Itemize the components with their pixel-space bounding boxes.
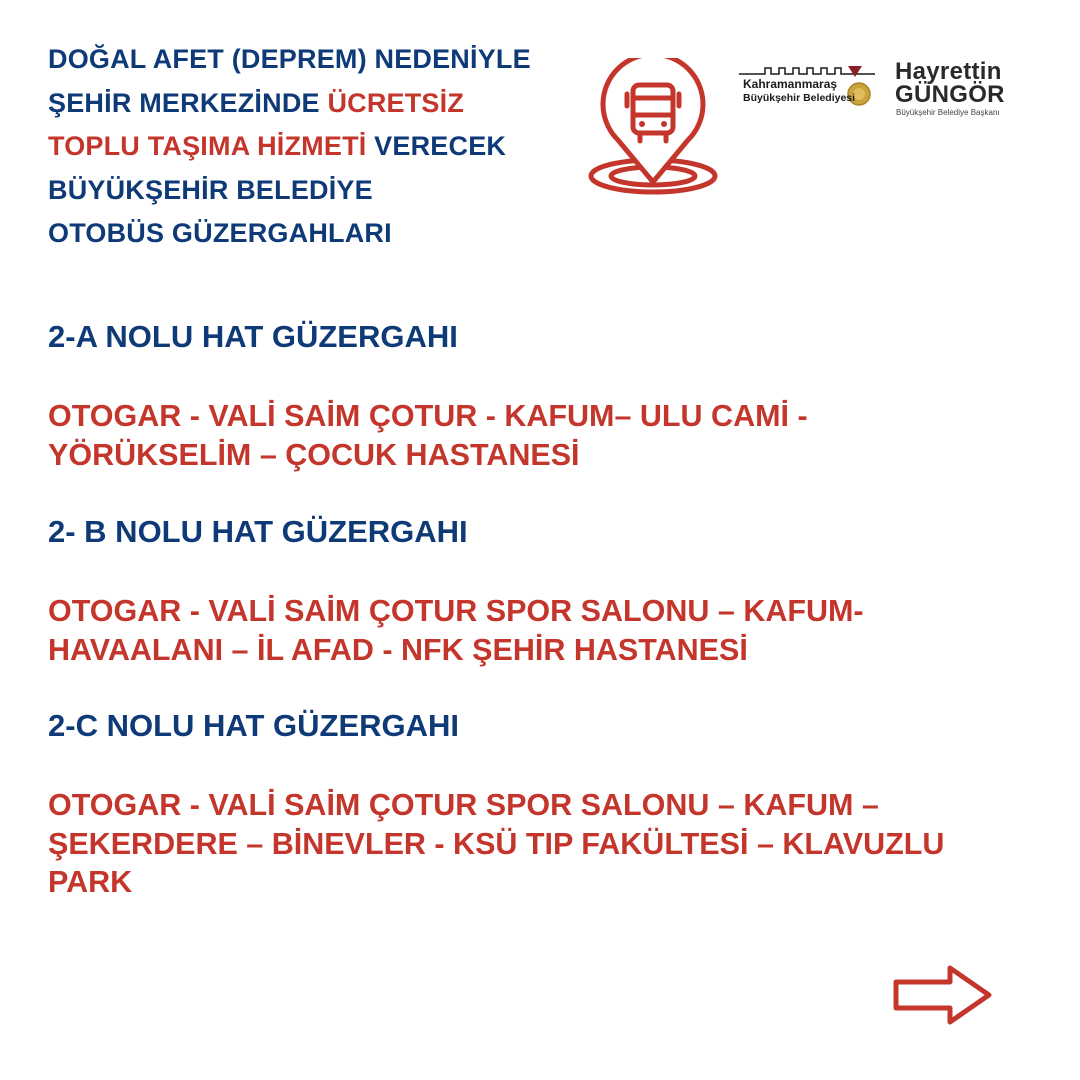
bus-location-pin-icon — [585, 58, 730, 198]
route-2c-stops-line-3: PARK — [48, 865, 133, 899]
municipality-logo — [735, 58, 880, 114]
mayor-first-name: Hayrettin — [895, 58, 1002, 85]
mayor-last-name: GÜNGÖR — [895, 81, 1005, 108]
route-2b-stops — [48, 592, 1038, 669]
route-2b — [48, 513, 1038, 669]
route-2c — [48, 707, 1038, 902]
mayor-logo — [895, 58, 1030, 118]
municipality-subtitle: Büyükşehir Belediyesi — [743, 92, 856, 104]
arrow-right-icon[interactable] — [890, 963, 994, 1027]
route-2c-stops-line-1: OTOGAR - VALİ SAİM ÇOTUR SPOR SALONU – KAFUM – — [48, 788, 879, 822]
headline-transit-highlight: TOPLU TAŞIMA HİZMETİ — [48, 131, 367, 161]
route-2a — [48, 318, 1038, 474]
route-2c-stops — [48, 786, 1038, 902]
headline-line-4: BÜYÜKŞEHİR BELEDİYE — [48, 174, 373, 205]
route-2c-title: 2-C NOLU HAT GÜZERGAHI — [48, 708, 460, 743]
headline-line-3-suffix: VERECEK — [366, 131, 507, 161]
mayor-title: Büyükşehir Belediye Başkanı — [896, 108, 1000, 117]
route-2b-title: 2- B NOLU HAT GÜZERGAHI — [48, 514, 468, 549]
headline-free-highlight: ÜCRETSİZ — [327, 87, 465, 118]
headline-line-2-prefix: ŞEHİR MERKEZİNDE — [48, 87, 328, 118]
headline-line-5: OTOBÜS GÜZERGAHLARI — [48, 218, 392, 248]
route-2a-stops-line-1: OTOGAR - VALİ SAİM ÇOTUR - KAFUM– ULU CAMİ - — [48, 399, 808, 433]
route-2a-stops — [48, 397, 1038, 474]
headline-line-2 — [48, 82, 588, 126]
route-2c-stops-line-2: ŞEKERDERE – BİNEVLER - KSÜ TIP FAKÜLTESİ – KLAVUZLU — [48, 826, 945, 861]
headline-line-1: DOĞAL AFET (DEPREM) NEDENİYLE — [48, 44, 531, 74]
route-2a-title: 2-A NOLU HAT GÜZERGAHI — [48, 319, 458, 354]
route-2b-stops-line-1: OTOGAR - VALİ SAİM ÇOTUR SPOR SALONU – KAFUM- — [48, 594, 864, 628]
route-2b-stops-line-2: HAVAALANI – İL AFAD - NFK ŞEHİR HASTANESİ — [48, 632, 748, 667]
headline-line-3 — [48, 125, 588, 169]
municipality-name: Kahramanmaraş — [743, 77, 838, 91]
headline — [48, 38, 588, 256]
route-2a-stops-line-2: YÖRÜKSELİM – ÇOCUK HASTANESİ — [48, 437, 580, 472]
